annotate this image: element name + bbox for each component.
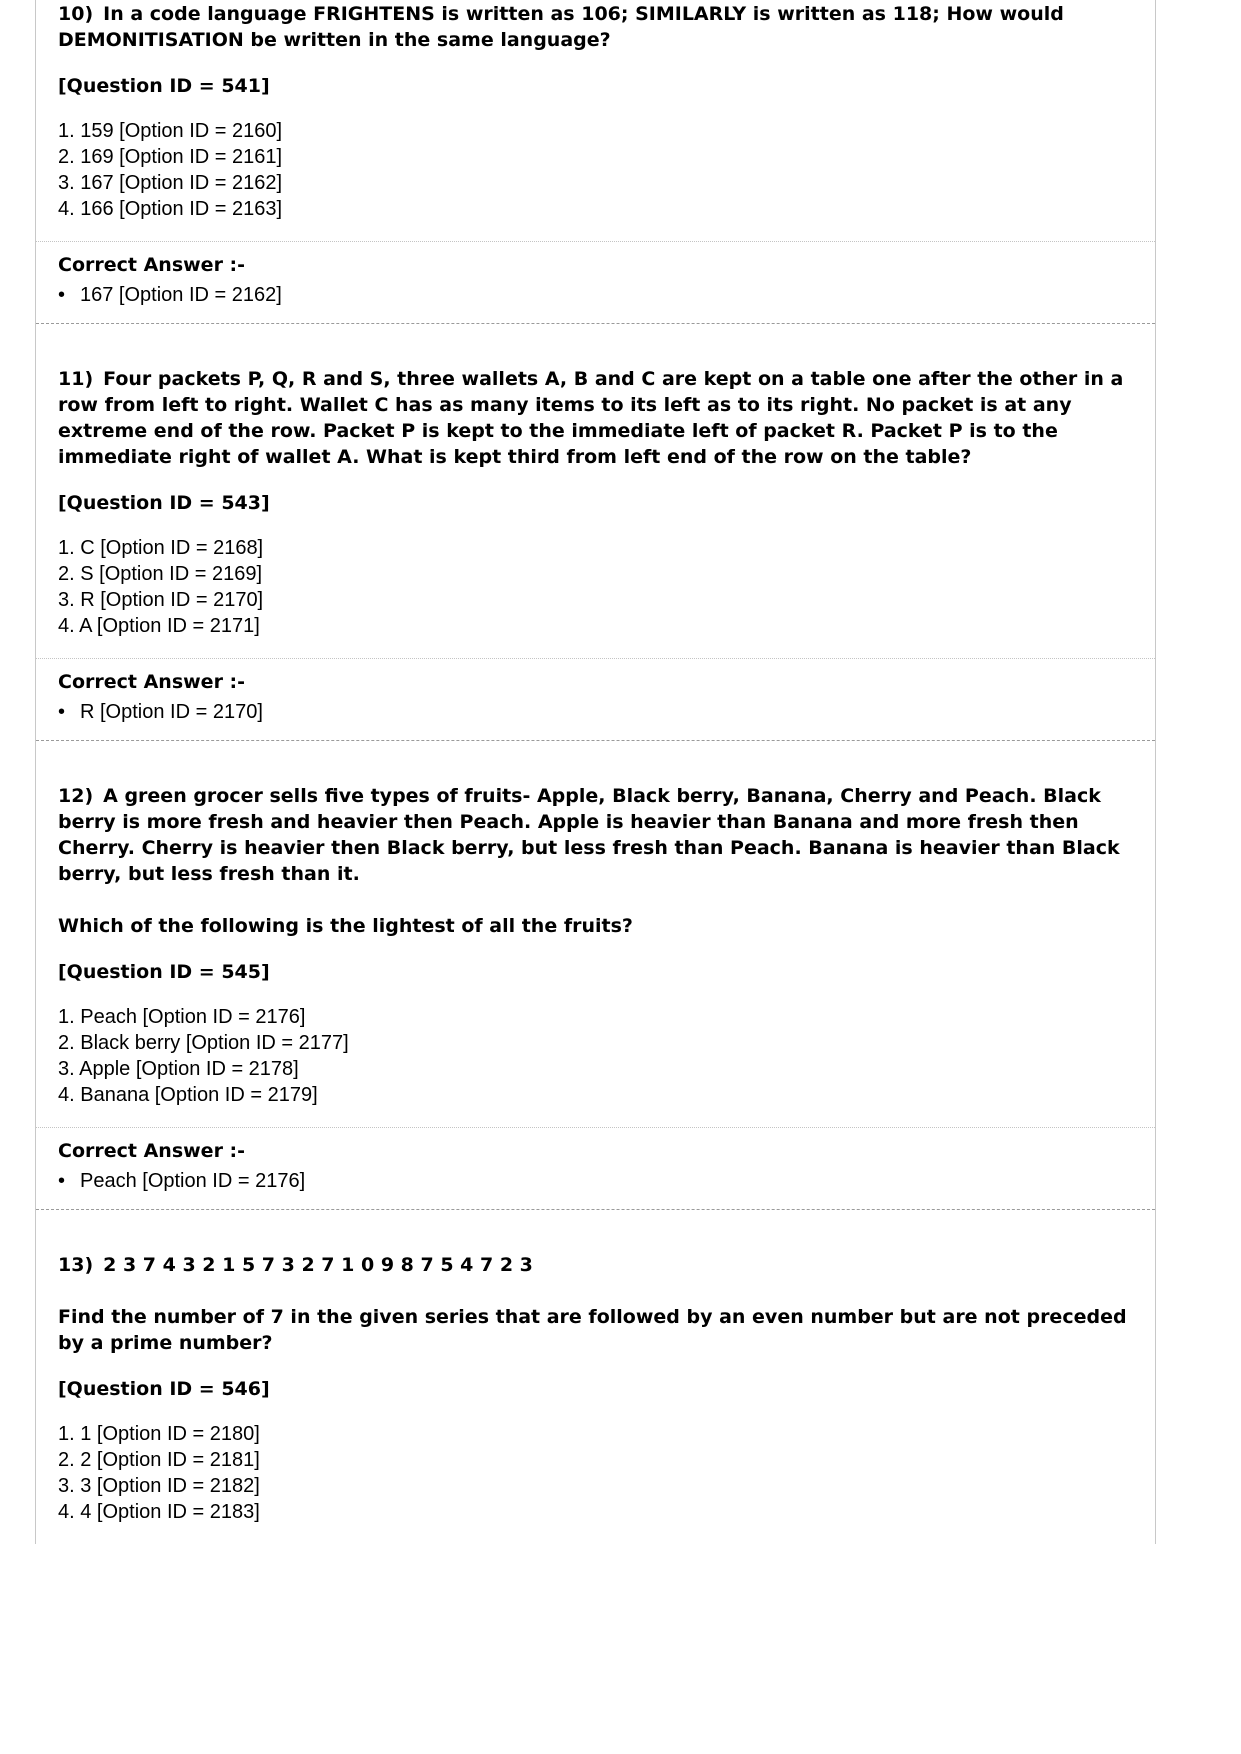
question-number: 13) — [58, 1254, 94, 1276]
options-list — [58, 535, 1133, 639]
correct-answer-label: Correct Answer :- — [58, 254, 246, 276]
question-text — [58, 783, 1133, 887]
question-id: [Question ID = 545] — [58, 961, 270, 983]
option-1: 1. C [Option ID = 2168] — [58, 537, 264, 559]
question-body: A green grocer sells five types of fruits- Apple, Black berry, Banana, Cherry and Peach. Black berry is more fresh and heavier then Peach. Apple is heavier than Banana and more fresh then Cherry. Cherry is heavier then Black berry, but less fresh than Peach. Banana is heavier than Black berry, but less fresh than it. — [58, 785, 1120, 885]
question-12 — [36, 783, 1155, 1108]
correct-answer-value: Peach [Option ID = 2176] — [80, 1170, 306, 1192]
number-series: 2 3 7 4 3 2 1 5 7 3 2 7 1 0 9 8 7 5 4 7 2 3 — [103, 1254, 533, 1276]
option-3: 3. 3 [Option ID = 2182] — [58, 1475, 260, 1497]
option-4: 4. Banana [Option ID = 2179] — [58, 1084, 318, 1106]
option-2: 2. 2 [Option ID = 2181] — [58, 1449, 260, 1471]
options-list — [58, 118, 1133, 222]
question-body: Four packets P, Q, R and S, three wallets A, B and C are kept on a table one after the other in a row from left to right. Wallet C has as many items to its left as to its right. No packet is at any extreme end of the row. Packet P is kept to the immediate left of packet R. Packet P is to the immediate right of wallet A. What is kept third from left end of the row on the table? — [58, 368, 1124, 468]
correct-answer-label: Correct Answer :- — [58, 1140, 246, 1162]
option-1: 1. Peach [Option ID = 2176] — [58, 1006, 306, 1028]
correct-answer-label: Correct Answer :- — [58, 671, 246, 693]
question-10 — [36, 0, 1155, 222]
question-text — [58, 366, 1133, 470]
question-body: In a code language FRIGHTENS is written as 106; SIMILARLY is written as 118; How would DEMONITISATION be written in the same language? — [58, 3, 1064, 51]
option-3: 3. R [Option ID = 2170] — [58, 589, 264, 611]
option-2: 2. Black berry [Option ID = 2177] — [58, 1032, 349, 1054]
question-13 — [36, 1252, 1155, 1525]
correct-answer-item — [58, 699, 1133, 725]
bullet-icon: • — [58, 284, 66, 306]
question-number: 11) — [58, 368, 94, 390]
question-number: 10) — [58, 3, 94, 25]
bullet-icon: • — [58, 701, 66, 723]
question-id: [Question ID = 543] — [58, 492, 270, 514]
option-3: 3. Apple [Option ID = 2178] — [58, 1058, 299, 1080]
correct-answer-value: R [Option ID = 2170] — [80, 701, 263, 723]
option-1: 1. 1 [Option ID = 2180] — [58, 1423, 260, 1445]
question-prompt: Which of the following is the lightest of all the fruits? — [58, 915, 633, 937]
question-number: 12) — [58, 785, 94, 807]
question-11 — [36, 366, 1155, 639]
option-1: 1. 159 [Option ID = 2160] — [58, 120, 283, 142]
bullet-icon: • — [58, 1170, 66, 1192]
question-text — [58, 1252, 1133, 1278]
question-text — [58, 1, 1133, 53]
option-3: 3. 167 [Option ID = 2162] — [58, 172, 283, 194]
question-paper-page — [35, 0, 1156, 1544]
options-list — [58, 1421, 1133, 1525]
question-id: [Question ID = 541] — [58, 75, 270, 97]
option-4: 4. A [Option ID = 2171] — [58, 615, 260, 637]
option-2: 2. S [Option ID = 2169] — [58, 563, 263, 585]
option-4: 4. 4 [Option ID = 2183] — [58, 1501, 260, 1523]
question-prompt: Find the number of 7 in the given series that are followed by an even number but are not preceded by a prime number? — [58, 1306, 1127, 1354]
option-4: 4. 166 [Option ID = 2163] — [58, 198, 283, 220]
question-id: [Question ID = 546] — [58, 1378, 270, 1400]
correct-answer-value: 167 [Option ID = 2162] — [80, 284, 282, 306]
correct-answer-section — [36, 659, 1155, 725]
correct-answer-section — [36, 1128, 1155, 1194]
correct-answer-item — [58, 1168, 1133, 1194]
correct-answer-item — [58, 282, 1133, 308]
correct-answer-section — [36, 242, 1155, 308]
option-2: 2. 169 [Option ID = 2161] — [58, 146, 283, 168]
options-list — [58, 1004, 1133, 1108]
